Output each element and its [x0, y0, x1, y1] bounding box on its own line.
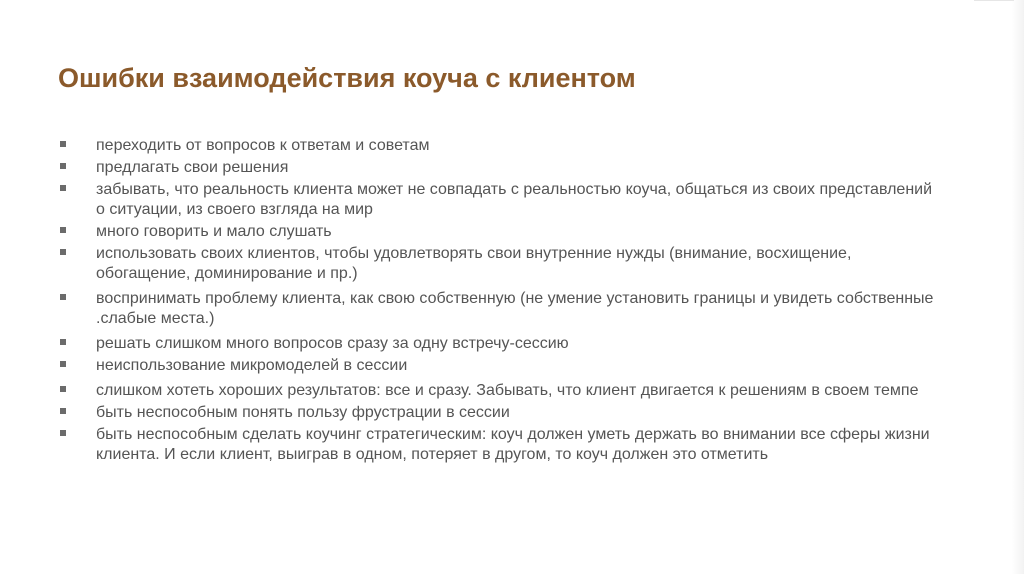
list-item-text: много говорить и мало слушать [96, 223, 332, 240]
list-item [60, 381, 940, 401]
list-item-text: забывать, что реальность клиента может не совпадать с реальностью коуча, общаться из своих представлений о ситуации, из своего взгляда на мир [96, 181, 933, 218]
bullet-square-icon [60, 158, 96, 178]
list-item [60, 244, 940, 284]
slide-edge-shadow [1012, 0, 1024, 574]
list-item [60, 356, 940, 376]
list-item [60, 136, 940, 156]
corner-decoration [974, 0, 1014, 41]
list-item-text: решать слишком много вопросов сразу за одну встречу-сессию [96, 335, 569, 352]
bullet-square-icon [60, 136, 96, 156]
bullet-square-icon [60, 222, 96, 242]
list-item-text: предлагать свои решения [96, 159, 289, 176]
bullet-square-icon [60, 334, 96, 354]
bullet-square-icon [60, 180, 96, 200]
bullet-square-icon [60, 356, 96, 376]
bullet-square-icon [60, 425, 96, 445]
list-item [60, 403, 940, 423]
bullet-square-icon [60, 289, 96, 309]
list-item-text: быть неспособным понять пользу фрустрации в сессии [96, 404, 510, 421]
list-item-text: слишком хотеть хороших результатов: все и сразу. Забывать, что клиент двигается к решениям в своем темпе [96, 382, 919, 399]
list-item-text: использовать своих клиентов, чтобы удовлетворять свои внутренние нужды (внимание, восхищение, обогащение, доминирование и пр.) [96, 245, 852, 282]
bullet-square-icon [60, 244, 96, 264]
list-item [60, 180, 940, 220]
list-item [60, 289, 940, 329]
list-item [60, 334, 940, 354]
list-item [60, 425, 940, 465]
bullet-list [60, 136, 940, 467]
list-item [60, 158, 940, 178]
slide-title: Ошибки взаимодействия коуча с клиентом [58, 63, 636, 93]
list-item-text: неиспользование микромоделей в сессии [96, 357, 408, 374]
list-item-text: быть неспособным сделать коучинг стратегическим: коуч должен уметь держать во внимании все сферы жизни клиента. И если клиент, выиграв в одном, потеряет в другом, то коуч должен это отметить [96, 426, 930, 463]
list-item-text: переходить от вопросов к ответам и советам [96, 137, 430, 154]
bullet-square-icon [60, 403, 96, 423]
bullet-square-icon [60, 381, 96, 401]
list-item-text: воспринимать проблему клиента, как свою собственную (не умение установить границы и увидеть собственные .слабые места.) [96, 290, 934, 327]
list-item [60, 222, 940, 242]
